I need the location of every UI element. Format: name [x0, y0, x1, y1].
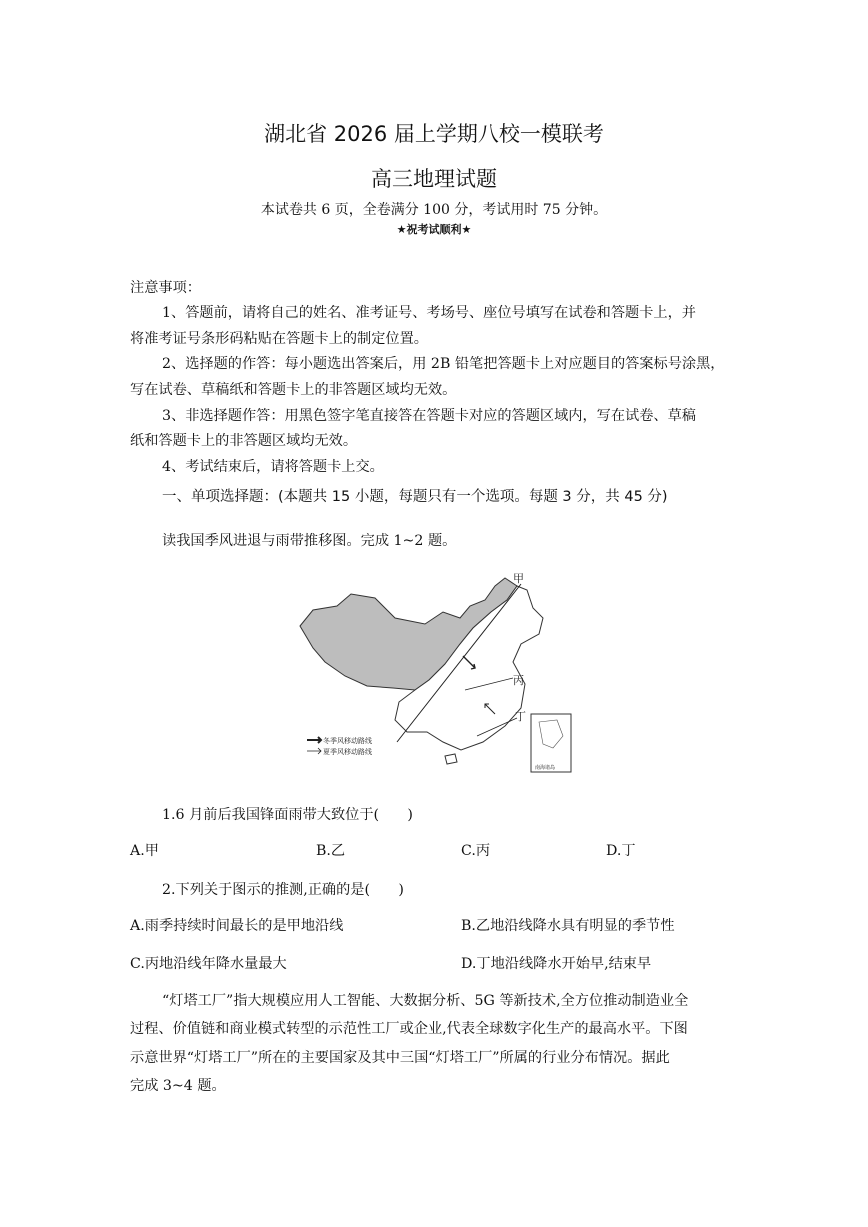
legend-summer-label: 夏季风移动路线	[323, 748, 372, 756]
summer-legend-arrow	[307, 748, 321, 754]
section-heading: 一、单项选择题：(本题共 15 小题，每题只有一个选项。每题 3 分，共 45 分)	[162, 489, 668, 505]
notice-line: 将准考证号条形码粘贴在答题卡上的制定位置。	[130, 331, 428, 347]
group2-intro-line: 完成 3~4 题。	[130, 1078, 226, 1094]
q2-option-a: A.雨季持续时间最长的是甲地沿线	[130, 918, 344, 934]
q2-option-d: D.丁地沿线降水开始早,结束早	[461, 956, 652, 972]
inset-label: 南海诸岛	[535, 765, 556, 771]
q1-option-b: B.乙	[316, 843, 346, 859]
hainan-island	[445, 754, 457, 764]
q1-option-d: D.丁	[606, 843, 636, 859]
good-luck-line: ★祝考试顺利★	[396, 223, 472, 236]
group2-intro-line: 示意世界“灯塔工厂”所在的主要国家及其中三国“灯塔工厂”所属的行业分布情况。据此	[130, 1050, 670, 1066]
south-china-sea-inset	[531, 714, 571, 772]
exam-info: 本试卷共 6 页，全卷满分 100 分，考试用时 75 分钟。	[260, 202, 608, 218]
question-1-stem: 1.6 月前后我国锋面雨带大致位于( )	[162, 807, 413, 823]
q1-option-c: C.丙	[461, 843, 491, 859]
subject-title: 高三地理试题	[371, 167, 497, 191]
notice-line: 1、答题前，请将自己的姓名、准考证号、考场号、座位号填写在试卷和答题卡上，并	[162, 305, 696, 321]
notice-heading: 注意事项：	[130, 280, 201, 296]
group2-intro-line: 过程、价值链和商业模式转型的示范性工厂或企业,代表全球数字化生产的最高水平。下图	[130, 1021, 688, 1037]
map-legend	[307, 736, 372, 756]
group-intro: 读我国季风进退与雨带推移图。完成 1~2 题。	[162, 533, 457, 549]
q1-option-a: A.甲	[130, 843, 159, 859]
notice-line: 写在试卷、草稿纸和答题卡上的非答题区域均无效。	[130, 382, 457, 398]
q2-option-c: C.丙地沿线年降水量最大	[130, 956, 287, 972]
question-2-stem: 2.下列关于图示的推测,正确的是( )	[162, 882, 404, 898]
q2-option-b: B.乙地沿线降水具有明显的季节性	[461, 918, 675, 934]
exam-title: 湖北省 2026 届上学期八校一模联考	[264, 122, 604, 146]
map-label-bing: 丙	[513, 674, 524, 687]
map-label-ding: 丁	[515, 710, 526, 723]
notice-line: 3、非选择题作答：用黑色签字笔直接答在答题卡对应的答题区域内，写在试卷、草稿	[162, 408, 696, 424]
winter-legend-arrow	[307, 737, 321, 743]
monsoon-map	[295, 568, 583, 780]
group2-intro-line: “灯塔工厂”指大规模应用人工智能、大数据分析、5G 等新技术,全方位推动制造业全	[162, 993, 689, 1009]
notice-line: 4、考试结束后，请将答题卡上交。	[162, 459, 384, 475]
notice-line: 2、选择题的作答：每小题选出答案后，用 2B 铅笔把答题卡上对应题目的答案标号涂黑，	[162, 356, 725, 372]
legend-winter-label: 冬季风移动路线	[323, 737, 372, 745]
notice-line: 纸和答题卡上的非答题区域均无效。	[130, 433, 358, 449]
map-label-jia: 甲	[513, 572, 524, 585]
